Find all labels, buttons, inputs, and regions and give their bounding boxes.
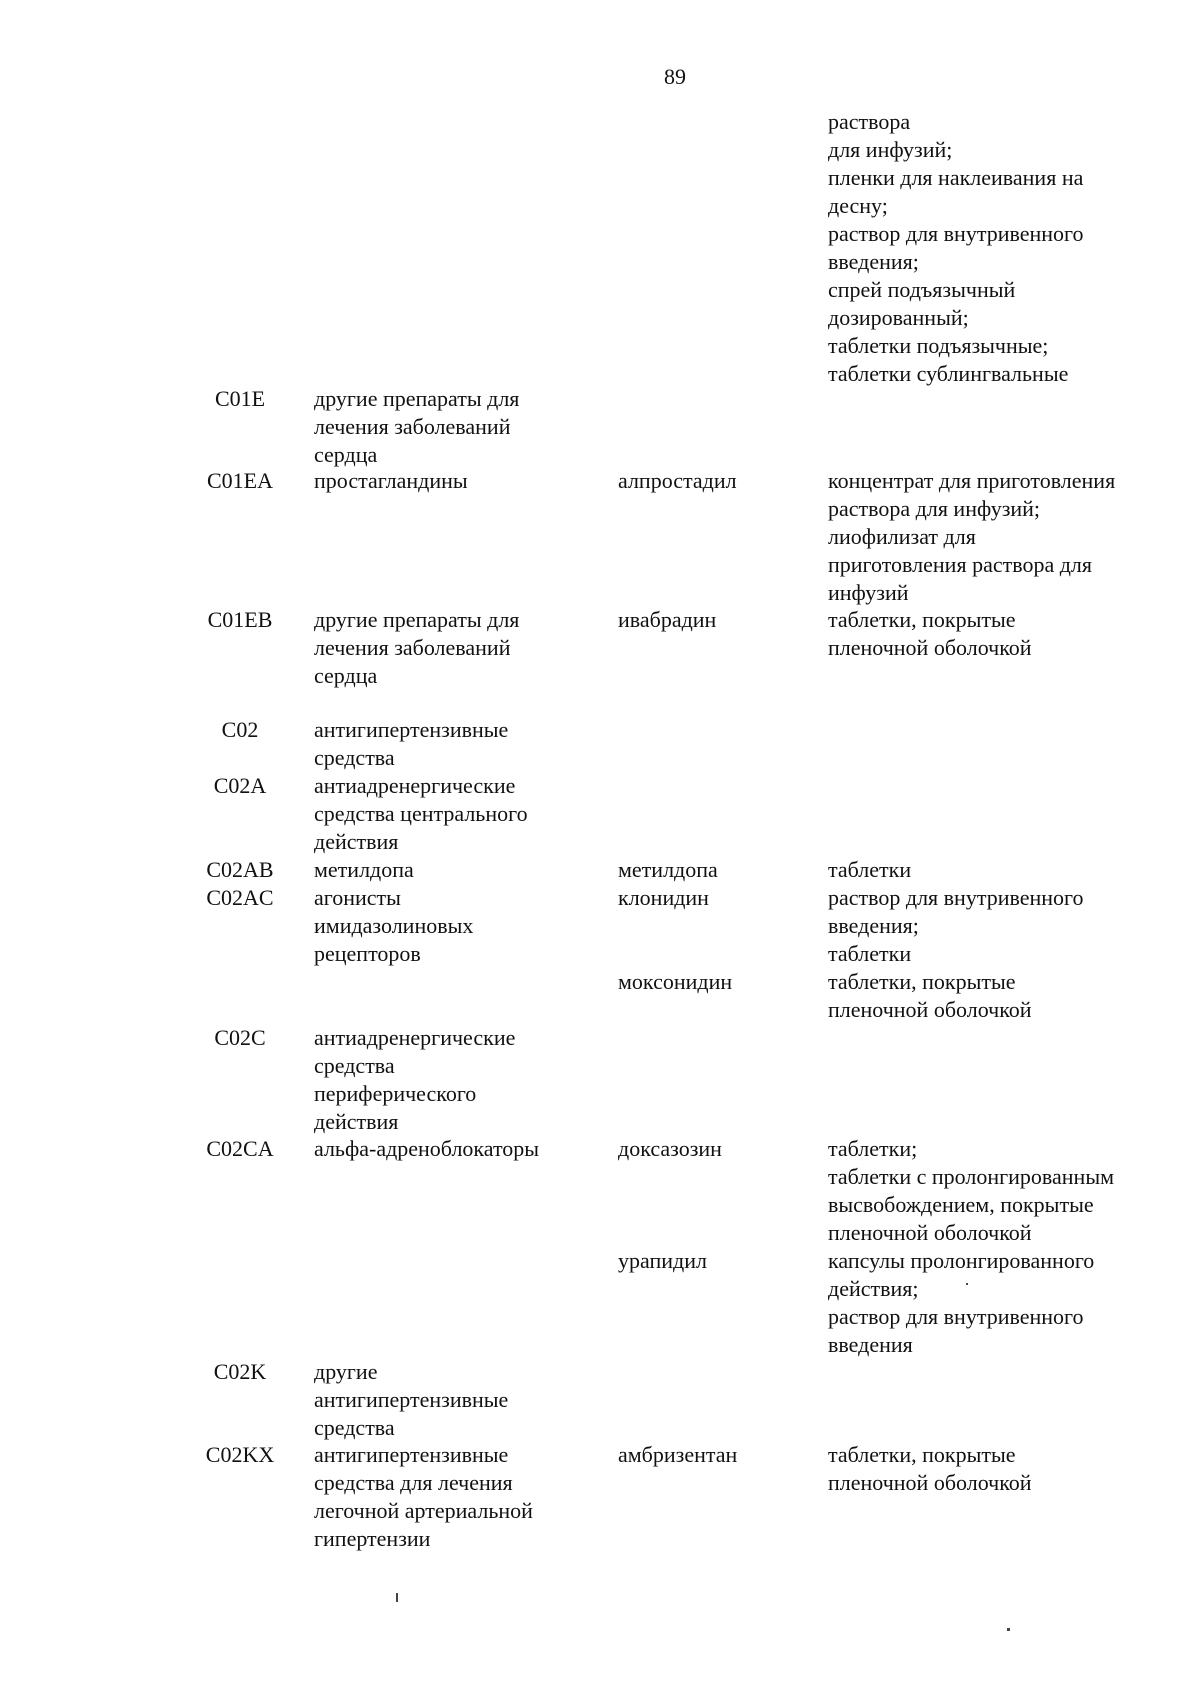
anatomical-therapeutic-group: антигипертензивные средства для лечения легочной артериальной гипертензии <box>314 1442 533 1551</box>
drug-name: метилдопа <box>618 857 718 882</box>
scan-speck <box>966 1283 968 1285</box>
dosage-form: таблетки, покрытые пленочной оболочкой <box>828 969 1032 1022</box>
anatomical-therapeutic-group: простагландины <box>314 468 468 493</box>
scan-speck <box>1007 1628 1010 1631</box>
anatomical-therapeutic-group: антиадренергические средства центрального действия <box>314 773 528 854</box>
atc-code: C02C <box>214 1025 266 1050</box>
atc-code: C02AB <box>206 857 274 882</box>
anatomical-therapeutic-group: другие антигипертензивные средства <box>314 1359 509 1440</box>
atc-code: C01EA <box>207 468 273 493</box>
atc-code: C02CA <box>206 1136 274 1161</box>
dosage-form: раствора для инфузий; пленки для наклеивания на десну; раствор для внутривенного введения; спрей подъязычный дозированный; таблетки подъязычные; таблетки сублингвальные <box>828 109 1084 386</box>
drug-name: моксонидин <box>618 969 733 994</box>
atc-code: C02 <box>221 717 259 742</box>
atc-code: C02KX <box>205 1442 275 1467</box>
dosage-form: капсулы пролонгированного действия; раствор для внутривенного введения <box>828 1248 1095 1357</box>
atc-code: C02A <box>213 773 267 798</box>
scan-speck <box>396 1593 398 1602</box>
dosage-form: раствор для внутривенного введения; таблетки <box>828 885 1084 966</box>
atc-code: C01EB <box>207 607 273 632</box>
drug-name: ивабрадин <box>618 607 717 632</box>
anatomical-therapeutic-group: альфа-адреноблокаторы <box>314 1136 540 1161</box>
anatomical-therapeutic-group: агонисты имидазолиновых рецепторов <box>314 885 474 966</box>
drug-name: амбризентан <box>618 1442 738 1467</box>
dosage-form: таблетки, покрытые пленочной оболочкой <box>828 1442 1032 1495</box>
dosage-form: таблетки, покрытые пленочной оболочкой <box>828 607 1032 660</box>
drug-name: доксазозин <box>618 1136 722 1161</box>
dosage-form: таблетки <box>828 857 912 882</box>
anatomical-therapeutic-group: метилдопа <box>314 857 414 882</box>
anatomical-therapeutic-group: другие препараты для лечения заболеваний сердца <box>314 607 520 688</box>
drug-name: клонидин <box>618 885 709 910</box>
page-number: 89 <box>664 64 686 89</box>
atc-code: C02AC <box>206 885 274 910</box>
atc-code: C02K <box>213 1359 267 1384</box>
drug-name: алпростадил <box>618 468 737 493</box>
anatomical-therapeutic-group: антигипертензивные средства <box>314 717 509 770</box>
dosage-form: таблетки; таблетки с пролонгированным высвобождением, покрытые пленочной оболочкой <box>828 1136 1115 1245</box>
dosage-form: концентрат для приготовления раствора для инфузий; лиофилизат для приготовления раствора для инфузий <box>828 468 1116 605</box>
anatomical-therapeutic-group: другие препараты для лечения заболеваний сердца <box>314 386 520 467</box>
anatomical-therapeutic-group: антиадренергические средства периферического действия <box>314 1025 516 1134</box>
drug-name: урапидил <box>618 1248 707 1273</box>
atc-code: C01E <box>214 386 266 411</box>
